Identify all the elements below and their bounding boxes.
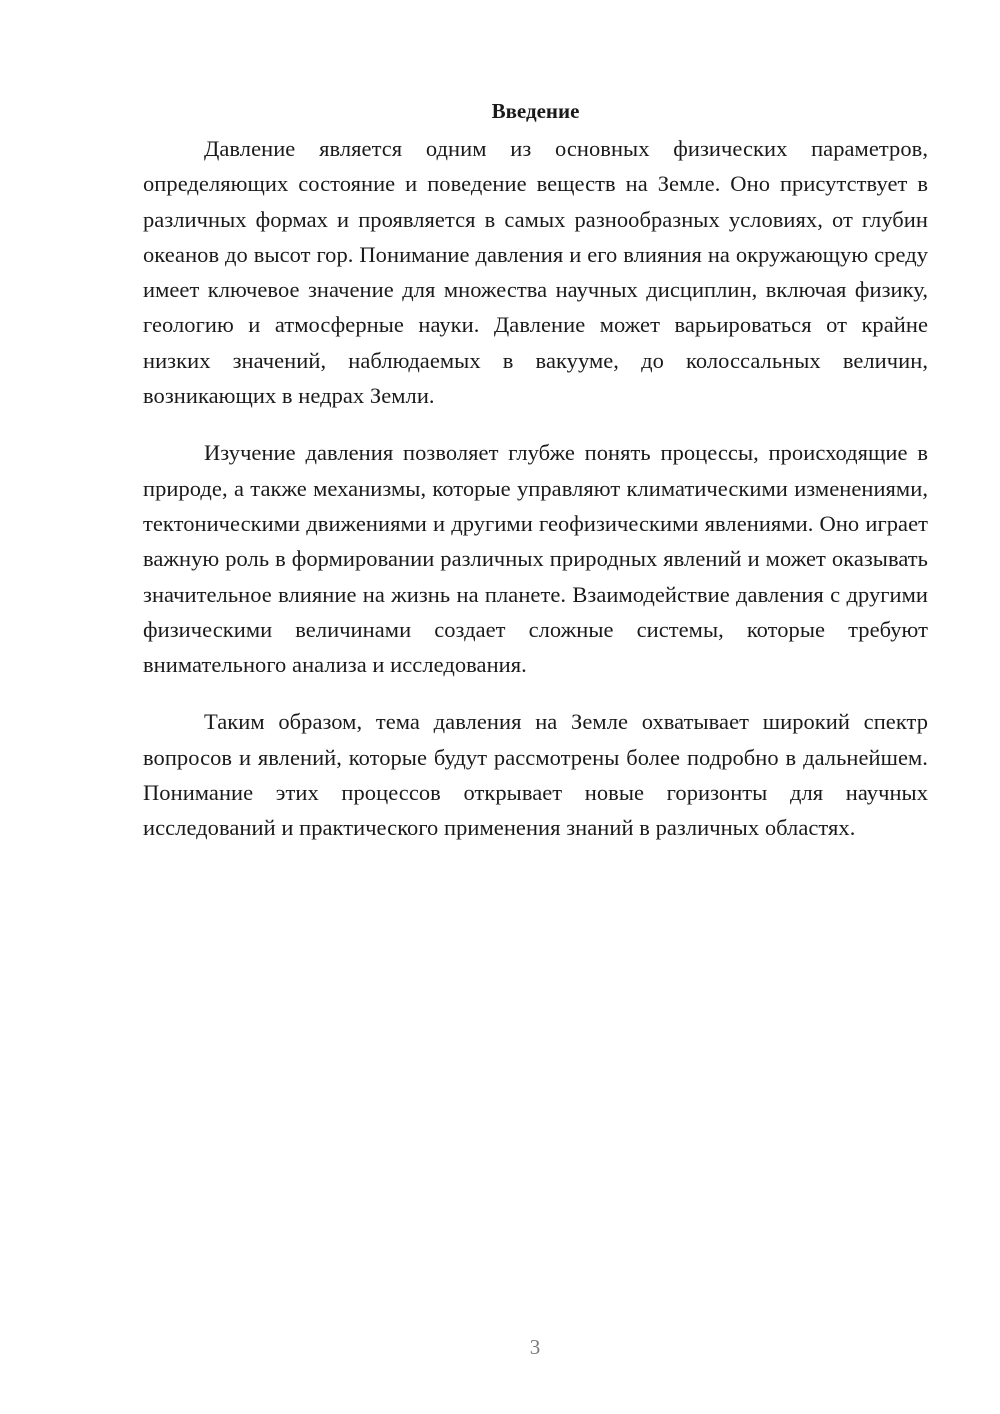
paragraph-3: Таким образом, тема давления на Земле охватывает широкий спектр вопросов и явлений, которые будут рассмотрены более подробно в дальнейшем. Понимание этих процессов открывает новые горизонты для научных исследований и практического применения знаний в различных областях. bbox=[143, 709, 928, 841]
document-body bbox=[143, 96, 928, 846]
paragraph-1: Давление является одним из основных физических параметров, определяющих состояние и поведение веществ на Земле. Оно присутствует в различных формах и проявляется в самых разнообразных условиях, от глубин океанов до высот гор. Понимание давления и его влияния на окружающую среду имеет ключевое значение для множества научных дисциплин, включая физику, геологию и атмосферные науки. Давление может варьироваться от крайне низких значений, наблюдаемых в вакууме, до колоссальных величин, возникающих в недрах Земли. bbox=[143, 136, 928, 409]
page-number: 3 bbox=[529, 1335, 541, 1359]
section-title: Введение bbox=[491, 99, 580, 123]
paragraph-2: Изучение давления позволяет глубже понять процессы, происходящие в природе, а также механизмы, которые управляют климатическими изменениями, тектоническими движениями и другими геофизическими явлениями. Оно играет важную роль в формировании различных природных явлений и может оказывать значительное влияние на жизнь на планете. Взаимодействие давления с другими физическими величинами создает сложные системы, которые требуют внимательного анализа и исследования. bbox=[143, 440, 928, 678]
